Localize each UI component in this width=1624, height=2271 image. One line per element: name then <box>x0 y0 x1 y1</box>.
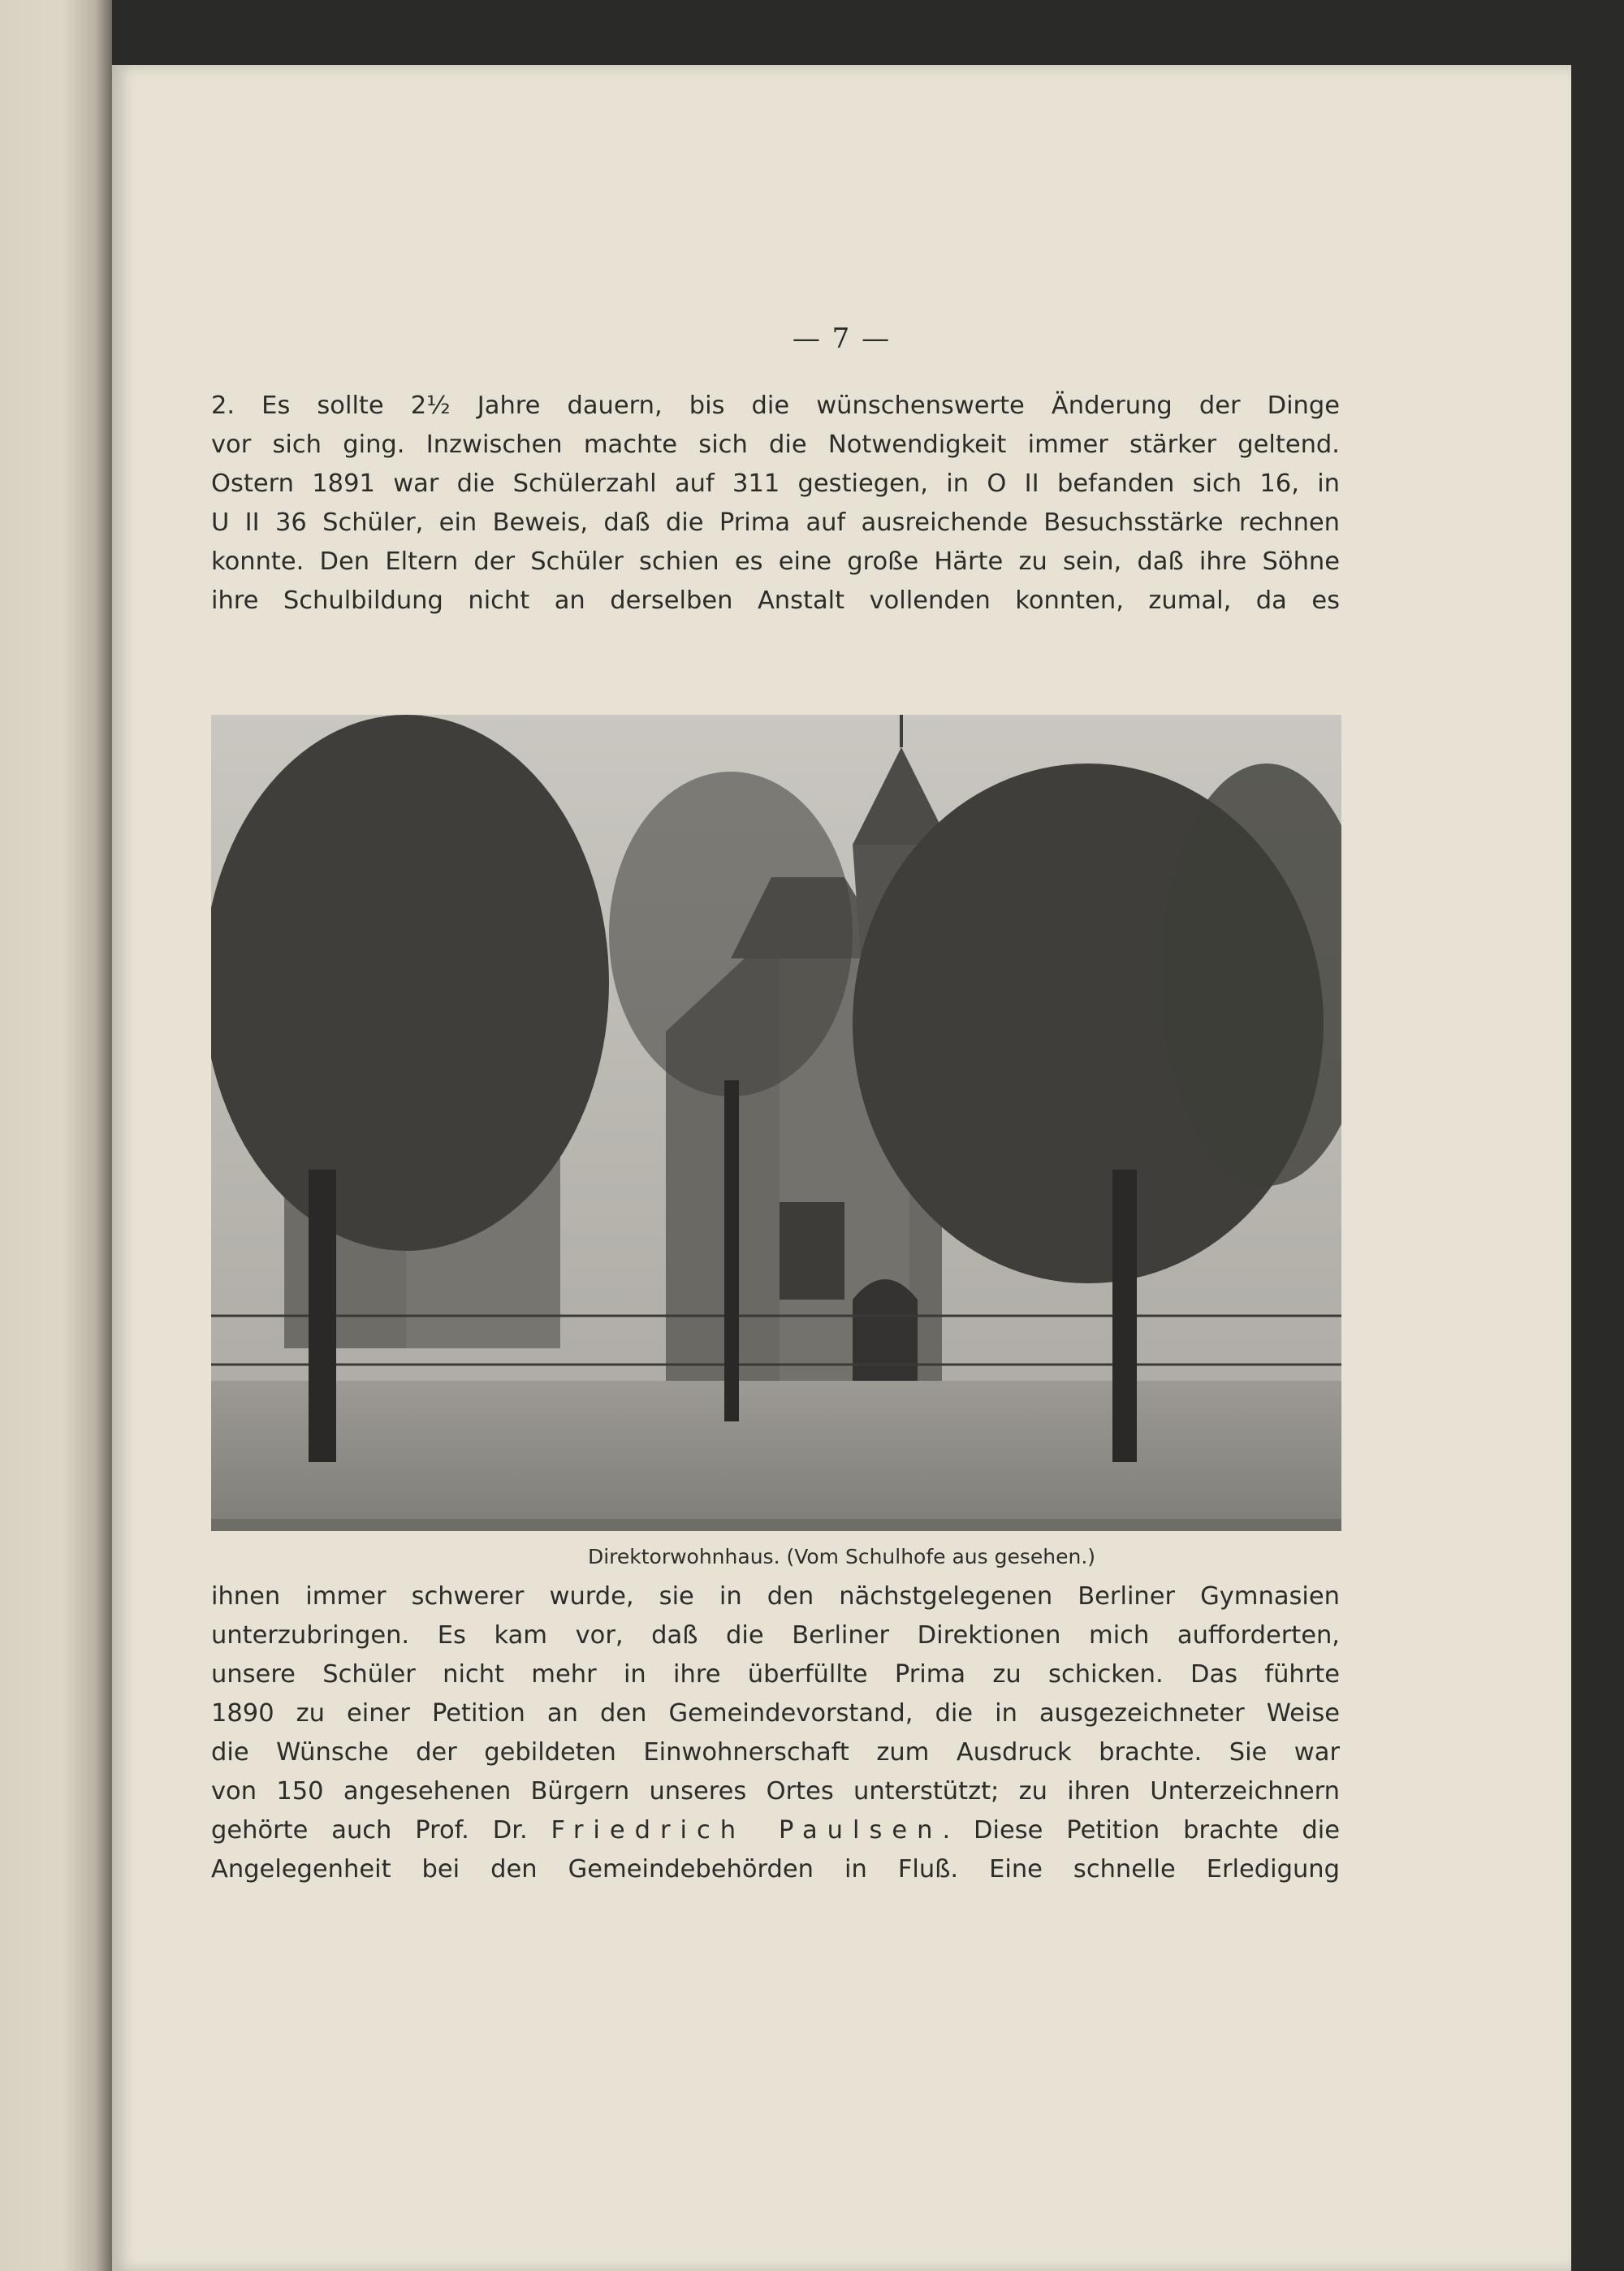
text-segment: . Diese Petition brachte die <box>942 1816 1340 1845</box>
text-line: vor sich ging. Inzwischen machte sich die Notwendigkeit immer stärker geltend. <box>211 430 1340 459</box>
text-line: Angelegenheit bei den Gemeindebehörden in Fluß. Eine schnelle Erledigung <box>211 1855 1340 1884</box>
paragraph-1 <box>211 387 1340 621</box>
house-photo-illustration <box>211 715 1341 1531</box>
page <box>112 65 1571 2271</box>
text-line: U II 36 Schüler, ein Beweis, daß die Prima auf ausreichende Besuchsstärke rechnen <box>211 508 1340 537</box>
text-line <box>211 1811 1340 1850</box>
text-line: ihre Schulbildung nicht an derselben Anstalt vollenden konnten, zumal, da es <box>211 586 1340 615</box>
text-segment: gehörte auch Prof. Dr. <box>211 1816 551 1845</box>
text-line: unterzubringen. Es kam vor, daß die Berliner Direktionen mich aufforderten, <box>211 1621 1340 1650</box>
text-line: unsere Schüler nicht mehr in ihre überfüllte Prima zu schicken. Das führte <box>211 1660 1340 1689</box>
text-line: von 150 angesehenen Bürgern unseres Ortes unterstützt; zu ihren Unterzeichnern <box>211 1777 1340 1806</box>
previous-page-edge <box>0 0 112 2271</box>
figure-caption: Direktorwohnhaus. (Vom Schulhofe aus gesehen.) <box>587 1545 1096 1568</box>
paragraph-2 <box>211 1577 1340 1889</box>
page-number: — 7 — <box>792 322 892 355</box>
text-line: konnte. Den Eltern der Schüler schien es eine große Härte zu sein, daß ihre Söhne <box>211 547 1340 576</box>
spaced-name-paulsen: Friedrich Paulsen <box>551 1816 943 1845</box>
text-line: die Wünsche der gebildeten Einwohnerschaft zum Ausdruck brachte. Sie war <box>211 1738 1340 1767</box>
text-line: 2. Es sollte 2½ Jahre dauern, bis die wünschenswerte Änderung der Dinge <box>211 391 1340 420</box>
text-line: 1890 zu einer Petition an den Gemeindevorstand, die in ausgezeichneter Weise <box>211 1699 1340 1728</box>
text-line: ihnen immer schwerer wurde, sie in den nächstgelegenen Berliner Gymnasien <box>211 1582 1340 1611</box>
text-line: Ostern 1891 war die Schülerzahl auf 311 gestiegen, in O II befanden sich 16, in <box>211 469 1340 498</box>
photo-direktorwohnhaus <box>211 715 1341 1531</box>
